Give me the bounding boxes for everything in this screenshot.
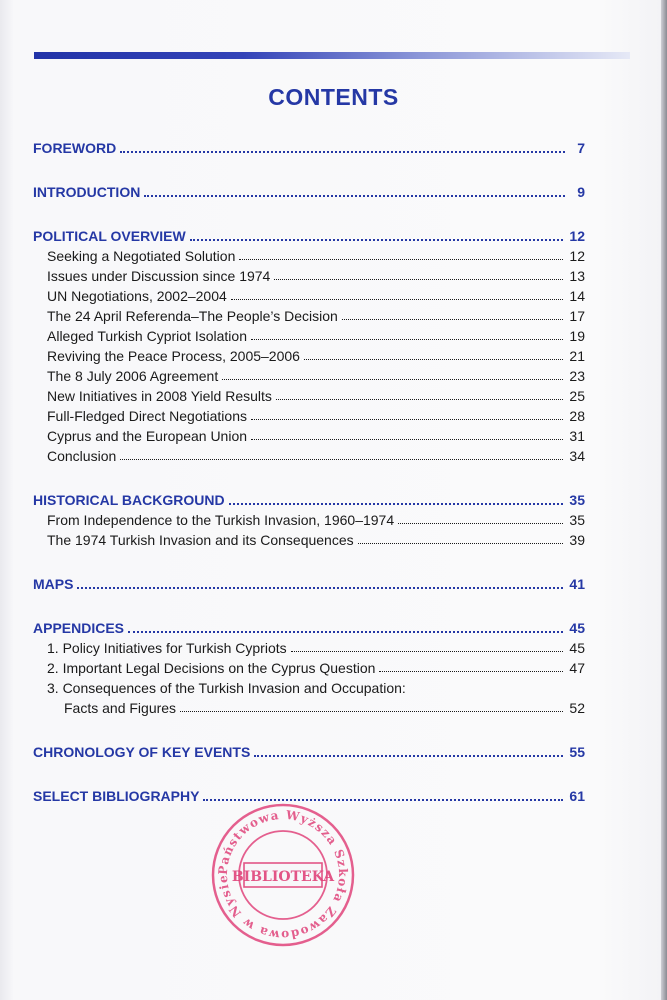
toc-subentry[interactable] xyxy=(33,676,585,696)
library-stamp xyxy=(208,800,358,950)
toc-section-foreword xyxy=(33,130,585,156)
toc-subentry-page: 14 xyxy=(569,288,585,304)
toc-entry-page: 9 xyxy=(577,184,585,200)
toc-subentry[interactable] xyxy=(33,264,585,284)
toc-entry-label: MAPS xyxy=(33,576,74,592)
toc-subentry-page: 39 xyxy=(569,532,585,548)
dot-leader xyxy=(120,150,565,153)
toc-subentry-page: 19 xyxy=(569,328,585,344)
toc-subentry[interactable] xyxy=(33,384,585,404)
toc-section-introduction xyxy=(33,174,585,200)
toc-entry[interactable] xyxy=(33,566,585,592)
toc-subentry-label: 1. Policy Initiatives for Turkish Cypriots xyxy=(47,640,287,656)
toc-section-chronology xyxy=(33,734,585,760)
toc-entry-label: HISTORICAL BACKGROUND xyxy=(33,492,225,508)
toc-subentry-label: Issues under Discussion since 1974 xyxy=(47,268,271,284)
toc-subentry[interactable] xyxy=(33,324,585,344)
dot-leader xyxy=(342,318,564,320)
dot-leader xyxy=(291,650,564,652)
dot-leader xyxy=(254,754,563,757)
toc-subentry-label: Reviving the Peace Process, 2005–2006 xyxy=(47,348,300,364)
stamp-graphic xyxy=(208,800,358,950)
page-edge xyxy=(661,0,667,1000)
toc-subentry-label: Facts and Figures xyxy=(64,700,177,716)
toc-subentry-continuation[interactable] xyxy=(33,696,585,716)
toc-subentry[interactable] xyxy=(33,344,585,364)
dot-leader xyxy=(229,502,564,505)
toc-subentry[interactable] xyxy=(33,528,585,548)
toc-subentry[interactable] xyxy=(33,304,585,324)
toc-subentry-page: 23 xyxy=(569,368,585,384)
toc-entry-page: 55 xyxy=(569,744,585,760)
toc-entry-page: 7 xyxy=(577,140,585,156)
toc-subentry-page: 21 xyxy=(569,348,585,364)
toc-subentry-label: Cyprus and the European Union xyxy=(47,428,248,444)
page-title: CONTENTS xyxy=(268,84,399,110)
toc-subentry-page: 35 xyxy=(569,512,585,528)
dot-leader xyxy=(77,586,563,589)
toc-entry[interactable] xyxy=(33,610,585,636)
toc-entry-page: 35 xyxy=(569,492,585,508)
toc-subentry-page: 34 xyxy=(569,448,585,464)
toc-subentry-label: Alleged Turkish Cypriot Isolation xyxy=(47,328,247,344)
table-of-contents xyxy=(33,130,585,822)
toc-subentry-label: Conclusion xyxy=(47,448,117,464)
dot-leader xyxy=(358,542,564,544)
header-bar xyxy=(34,52,630,59)
toc-subentry-page: 13 xyxy=(569,268,585,284)
dot-leader xyxy=(222,378,563,380)
toc-subentry-page: 17 xyxy=(569,308,585,324)
toc-subentry-page: 45 xyxy=(569,640,585,656)
toc-subentry-page: 31 xyxy=(569,428,585,444)
toc-subentry[interactable] xyxy=(33,656,585,676)
dot-leader xyxy=(144,194,565,197)
toc-subentry-label: 3. Consequences of the Turkish Invasion and Occupation: xyxy=(47,680,406,696)
toc-section-maps xyxy=(33,566,585,592)
toc-subentry-label: The 24 April Referenda–The People’s Decision xyxy=(47,308,338,324)
dot-leader xyxy=(128,630,563,633)
toc-entry-label: POLITICAL OVERVIEW xyxy=(33,228,186,244)
toc-entry[interactable] xyxy=(33,130,585,156)
toc-subentry[interactable] xyxy=(33,508,585,528)
toc-entry-page: 45 xyxy=(569,620,585,636)
toc-subentry[interactable] xyxy=(33,244,585,264)
toc-subentry[interactable] xyxy=(33,424,585,444)
toc-entry-page: 61 xyxy=(569,788,585,804)
toc-subentry-label: The 8 July 2006 Agreement xyxy=(47,368,219,384)
toc-section-appendices xyxy=(33,610,585,716)
toc-subentry[interactable] xyxy=(33,636,585,656)
dot-leader xyxy=(180,710,563,712)
toc-subentry[interactable] xyxy=(33,444,585,464)
dot-leader xyxy=(251,418,563,420)
dot-leader xyxy=(379,670,563,672)
toc-subentry-page: 47 xyxy=(569,660,585,676)
toc-subentry[interactable] xyxy=(33,284,585,304)
toc-section-political-overview xyxy=(33,218,585,464)
toc-entry[interactable] xyxy=(33,734,585,760)
dot-leader xyxy=(251,438,563,440)
toc-subentry-label: New Initiatives in 2008 Yield Results xyxy=(47,388,272,404)
dot-leader xyxy=(231,298,564,300)
toc-subentry-label: The 1974 Turkish Invasion and its Consequences xyxy=(47,532,354,548)
toc-entry-page: 12 xyxy=(569,228,585,244)
toc-section-historical-background xyxy=(33,482,585,548)
toc-entry[interactable] xyxy=(33,174,585,200)
toc-subentry-page: 12 xyxy=(569,248,585,264)
toc-subentry-page: 28 xyxy=(569,408,585,424)
dot-leader xyxy=(120,458,563,460)
toc-subentry[interactable] xyxy=(33,364,585,384)
toc-subentry-label: Full-Fledged Direct Negotiations xyxy=(47,408,247,424)
toc-entry-page: 41 xyxy=(569,576,585,592)
dot-leader xyxy=(274,278,563,280)
stamp-ring-text: Państwowa Wyższa Szkoła Zawodowa w Nysie xyxy=(215,807,351,943)
toc-subentry[interactable] xyxy=(33,404,585,424)
toc-subentry-page: 52 xyxy=(569,700,585,716)
stamp-center-text: BIBLIOTEKA xyxy=(231,869,335,885)
dot-leader xyxy=(304,358,563,360)
toc-subentry-label: From Independence to the Turkish Invasion, 1960–1974 xyxy=(47,512,395,528)
toc-entry-label: FOREWORD xyxy=(33,140,117,156)
toc-entry-label: CHRONOLOGY OF KEY EVENTS xyxy=(33,744,251,760)
toc-subentry-label: UN Negotiations, 2002–2004 xyxy=(47,288,227,304)
toc-entry[interactable] xyxy=(33,482,585,508)
dot-leader xyxy=(190,238,564,241)
dot-leader xyxy=(251,338,563,340)
dot-leader xyxy=(398,522,563,524)
toc-subentry-label: 2. Important Legal Decisions on the Cyprus Question xyxy=(47,660,376,676)
dot-leader xyxy=(276,398,564,400)
dot-leader xyxy=(239,258,563,260)
dot-leader xyxy=(410,691,565,692)
toc-subentry-label: Seeking a Negotiated Solution xyxy=(47,248,236,264)
toc-entry-label: INTRODUCTION xyxy=(33,184,141,200)
toc-entry[interactable] xyxy=(33,218,585,244)
toc-subentry-page: 25 xyxy=(569,388,585,404)
toc-entry-label: SELECT BIBLIOGRAPHY xyxy=(33,788,200,804)
toc-entry-label: APPENDICES xyxy=(33,620,125,636)
